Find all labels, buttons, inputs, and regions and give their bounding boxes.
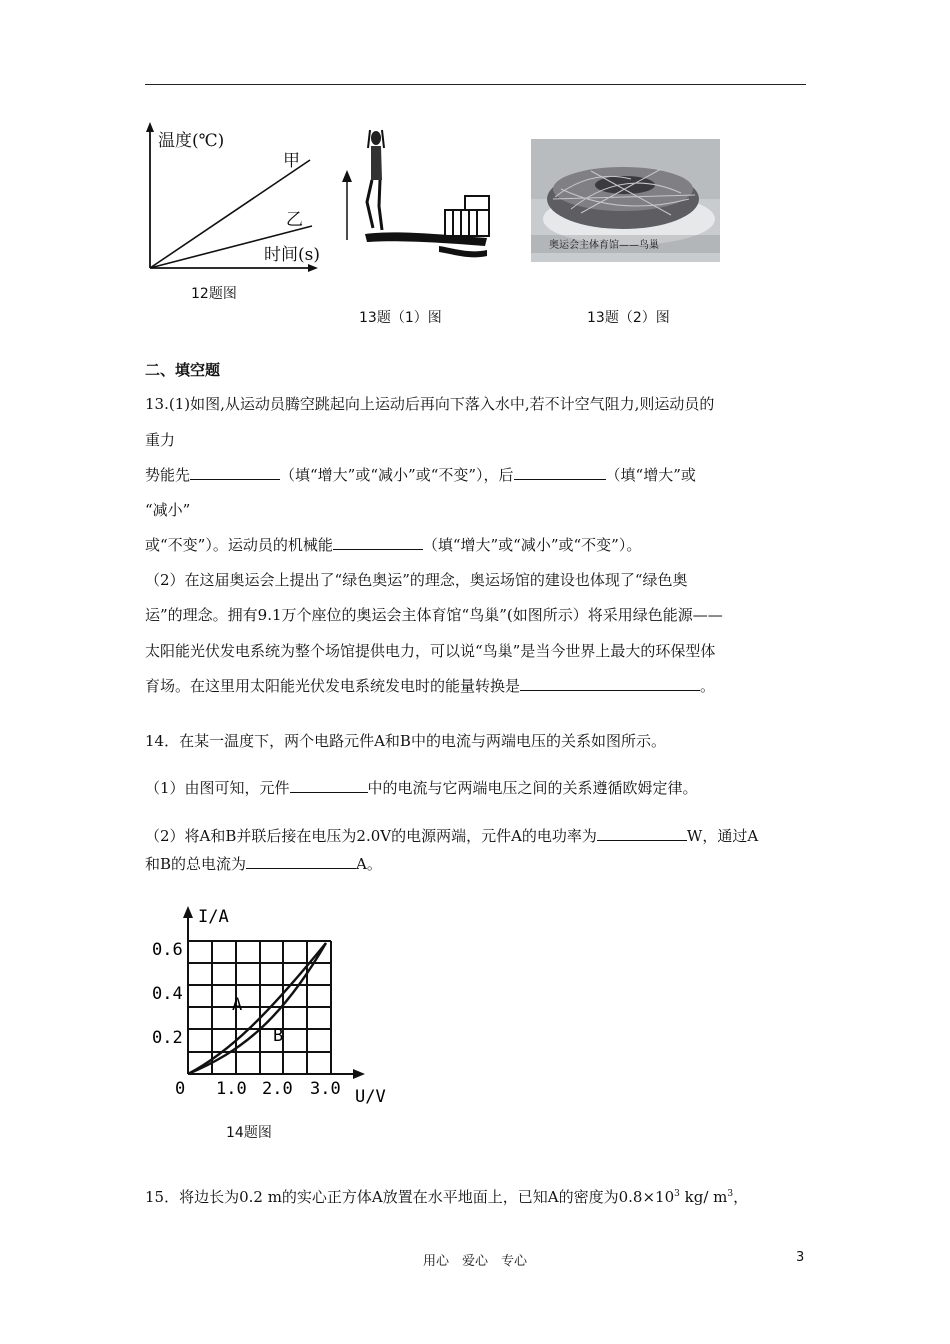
q13-p2-line4-a: 育场。在这里用太阳能光伏发电系统发电时的能量转换是 <box>145 677 521 695</box>
q13-line5-a: 或“不变”）。运动员的机械能 <box>145 536 333 554</box>
fig14-y-label: I/A <box>198 907 229 927</box>
q15-text-b: kg/ m <box>679 1188 728 1206</box>
q13-p2-line1: （2）在这届奥运会上提出了“绿色奥运”的理念，奥运场馆的建设也体现了“绿色奥 <box>145 571 688 589</box>
q14-line4 <box>145 854 382 874</box>
q14-line2-a: （1）由图可知，元件 <box>145 779 290 797</box>
fig14-y-tick-0: 0.6 <box>152 940 183 960</box>
fig14-x-tick-2: 3.0 <box>310 1079 341 1099</box>
q14-line2-b: 中的电流与它两端电压之间的关系遵循欧姆定律。 <box>367 779 698 797</box>
section-title: 二、填空题 <box>145 361 221 379</box>
q13-p2-line3: 太阳能光伏发电系统为整个场馆提供电力，可以说“鸟巢”是当今世界上最大的环保型体 <box>145 642 716 660</box>
fig14-x-tick-1: 2.0 <box>262 1079 293 1099</box>
page-number: 3 <box>796 1250 805 1265</box>
fig14-y-tick-2: 0.2 <box>152 1028 183 1048</box>
fig14-caption: 14题图 <box>226 1125 272 1141</box>
footer-text: 用心 爱心 专心 <box>422 1254 527 1269</box>
fig12-line-a-label: 甲 <box>283 151 300 171</box>
fig14-graph <box>150 902 410 1112</box>
q13-blank-2[interactable] <box>514 465 606 480</box>
q14-line3-a: （2）将A和B并联后接在电压为2.0V的电源两端，元件A的电功率为 <box>145 827 597 845</box>
q14-line2 <box>145 778 698 798</box>
fig14-x-label: U/V <box>355 1087 386 1107</box>
fig14-x-tick-0: 1.0 <box>216 1079 247 1099</box>
q13-line5 <box>145 535 641 555</box>
fig14-y-tick-1: 0.4 <box>152 984 183 1004</box>
fig14-curve-a-label: A <box>232 995 243 1015</box>
q13-blank-1[interactable] <box>190 465 280 480</box>
q14-line3 <box>145 826 758 846</box>
q14-line4-a: 和B的总电流为 <box>145 855 247 873</box>
q15-text-a: 15．将边长为0.2 m的实心正方体A放置在水平地面上，已知A的密度为0.8×10 <box>145 1188 675 1206</box>
q14-line4-b: A。 <box>356 855 382 873</box>
fig12-x-label: 时间(s) <box>264 245 320 265</box>
q13-p2-line4 <box>145 676 715 696</box>
q14-line3-b: W，通过A <box>686 827 759 845</box>
q14-blank-2[interactable] <box>597 826 687 841</box>
fig12-caption: 12题图 <box>191 286 237 302</box>
header-rule <box>145 84 806 85</box>
q13-p2-line4-b: 。 <box>700 677 716 695</box>
q15-line1 <box>145 1184 748 1207</box>
fig13-2-photo-label: 奥运会主体育馆——鸟巢 <box>549 240 659 251</box>
fig13-1-caption: 13题（1）图 <box>359 310 442 326</box>
q13-line2: 重力 <box>145 431 176 449</box>
q15-text-c: ， <box>733 1188 749 1206</box>
q14-line1: 14．在某一温度下，两个电路元件A和B中的电流与两端电压的关系如图所示。 <box>145 732 666 750</box>
q13-line3-c: （填“增大”或 <box>605 466 696 484</box>
q13-blank-3[interactable] <box>333 535 423 550</box>
q14-blank-1[interactable] <box>290 778 368 793</box>
q13-line5-b: （填“增大”或“减小”或“不变”）。 <box>422 536 642 554</box>
fig12-y-label: 温度(℃) <box>158 131 225 151</box>
fig12-line-b-label: 乙 <box>286 210 303 230</box>
q13-line4: “减小” <box>145 501 191 519</box>
q13-line3 <box>145 465 696 485</box>
q13-line1: 13.(1)如图,从运动员腾空跳起向上运动后再向下落入水中,若不计空气阻力,则运动员的 <box>145 395 715 413</box>
q13-line3-a: 势能先 <box>145 466 191 484</box>
fig13-2-caption: 13题（2）图 <box>587 310 670 326</box>
fig14-origin: 0 <box>175 1079 186 1099</box>
fig14-curve-b-label: B <box>273 1026 284 1046</box>
q15-exp: 3 <box>674 1189 680 1199</box>
q13-blank-4[interactable] <box>520 676 700 691</box>
q13-p2-line2: 运”的理念。拥有9.1万个座位的奥运会主体育馆“鸟巢”(如图所示）将采用绿色能源—— <box>145 606 723 624</box>
q15-exp2: 3 <box>727 1189 734 1199</box>
q13-line3-b: （填“增大”或“减小”或“不变”），后 <box>280 466 514 484</box>
q14-blank-3[interactable] <box>246 854 356 869</box>
fig13-1-diver-illustration <box>335 122 495 272</box>
